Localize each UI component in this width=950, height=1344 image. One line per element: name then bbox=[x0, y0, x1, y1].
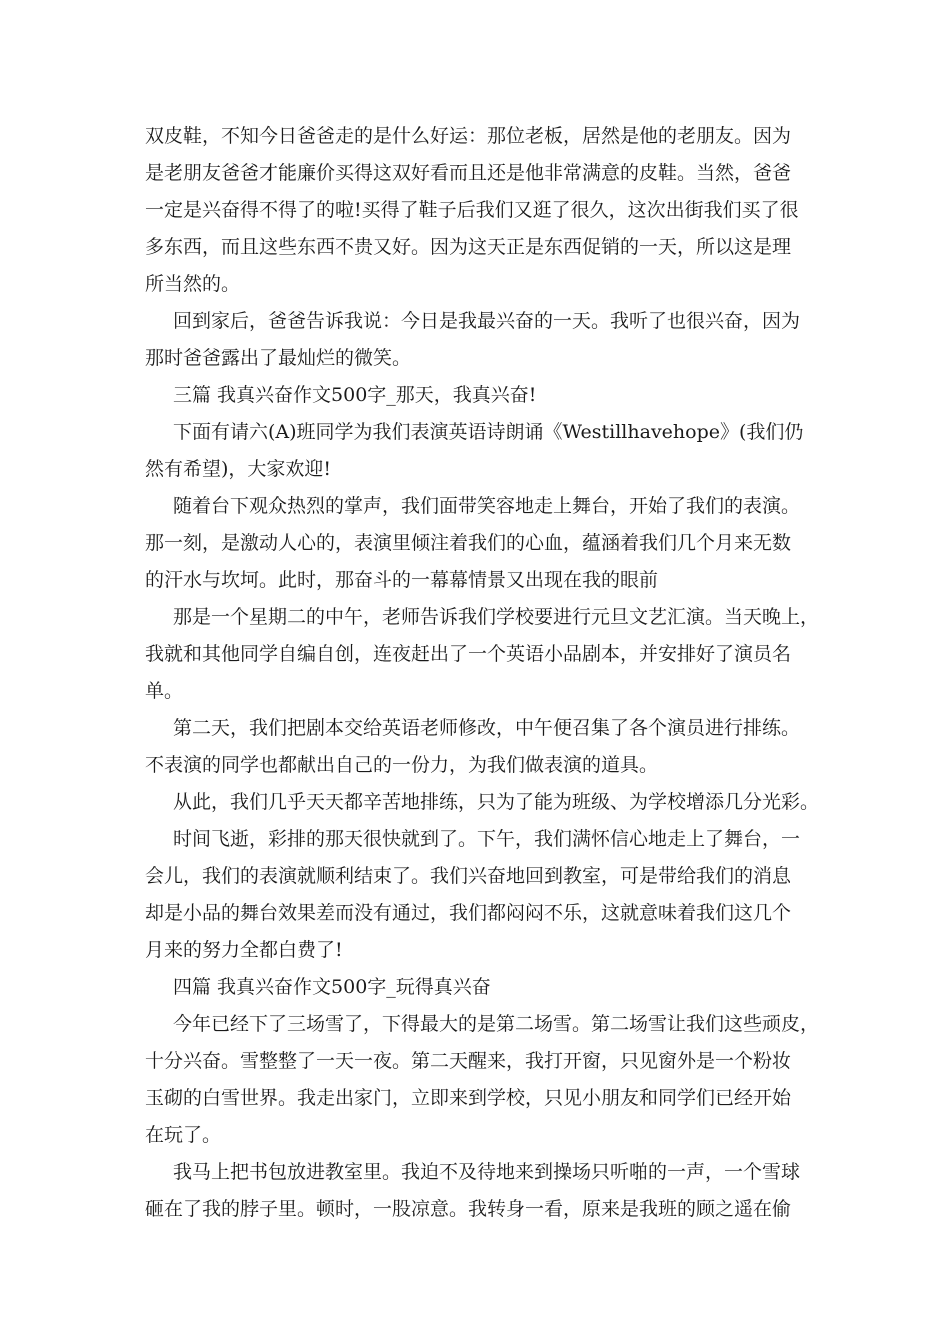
paragraph bbox=[145, 488, 825, 599]
paragraph bbox=[145, 1006, 825, 1154]
paragraph-line: 那一刻，是激动人心的，表演里倾注着我们的心血，蕴涵着我们几个月来无数 bbox=[145, 532, 792, 554]
paragraph-line: 第二天，我们把剧本交给英语老师修改，中午便召集了各个演员进行排练。 bbox=[173, 717, 801, 739]
paragraph-line: 不表演的同学也都献出自己的一份力，为我们做表演的道具。 bbox=[145, 754, 659, 776]
paragraph-line: 今年已经下了三场雪了，下得最大的是第二场雪。第二场雪让我们这些顽皮， bbox=[173, 1013, 820, 1035]
paragraph-line: 那时爸爸露出了最灿烂的微笑。 bbox=[145, 347, 412, 369]
paragraph bbox=[145, 414, 825, 488]
heading-text: 三篇 我真兴奋作文500字_那天，我真兴奋! bbox=[173, 384, 537, 406]
paragraph-line: 却是小品的舞台效果差而没有通过，我们都闷闷不乐，这就意味着我们这几个 bbox=[145, 902, 792, 924]
paragraph-line: 我就和其他同学自编自创，连夜赶出了一个英语小品剧本，并安排好了演员名 bbox=[145, 643, 792, 665]
paragraph-line: 在玩了。 bbox=[145, 1124, 222, 1146]
paragraph-line: 的汗水与坎坷。此时，那奋斗的一幕幕情景又出现在我的眼前 bbox=[145, 569, 659, 591]
paragraph-line: 玉砌的白雪世界。我走出家门，立即来到学校，只见小朋友和同学们已经开始 bbox=[145, 1087, 792, 1109]
paragraph-line: 随着台下观众热烈的掌声，我们面带笑容地走上舞台，开始了我们的表演。 bbox=[173, 495, 801, 517]
paragraph-line: 所当然的。 bbox=[145, 273, 241, 295]
paragraph-line: 是老朋友爸爸才能廉价买得这双好看而且还是他非常满意的皮鞋。当然，爸爸 bbox=[145, 162, 792, 184]
paragraph-line: 会儿，我们的表演就顺利结束了。我们兴奋地回到教室，可是带给我们的消息 bbox=[145, 865, 792, 887]
paragraph-line: 我马上把书包放进教室里。我迫不及待地来到操场只听啪的一声，一个雪球 bbox=[173, 1161, 801, 1183]
paragraph-line: 双皮鞋，不知今日爸爸走的是什么好运：那位老板，居然是他的老朋友。因为 bbox=[145, 125, 792, 147]
paragraph-line: 回到家后，爸爸告诉我说：今日是我最兴奋的一天。我听了也很兴奋，因为 bbox=[173, 310, 801, 332]
paragraph-line: 一定是兴奋得不得了的啦!买得了鞋子后我们又逛了很久，这次出街我们买了很 bbox=[145, 199, 799, 221]
section-heading bbox=[145, 969, 825, 1006]
paragraph bbox=[145, 599, 825, 710]
paragraph-line: 时间飞逝，彩排的那天很快就到了。下午，我们满怀信心地走上了舞台，一 bbox=[173, 828, 801, 850]
paragraph bbox=[145, 821, 825, 969]
paragraph-line: 从此，我们几乎天天都辛苦地排练，只为了能为班级、为学校增添几分光彩。 bbox=[173, 791, 820, 813]
document-body bbox=[145, 118, 825, 1228]
heading-text: 四篇 我真兴奋作文500字_玩得真兴奋 bbox=[173, 976, 491, 998]
paragraph bbox=[145, 784, 825, 821]
paragraph-line: 单。 bbox=[145, 680, 184, 702]
paragraph-line: 那是一个星期二的中午，老师告诉我们学校要进行元旦文艺汇演。当天晚上， bbox=[173, 606, 820, 628]
paragraph-line: 月来的努力全都白费了! bbox=[145, 939, 343, 961]
paragraph bbox=[145, 118, 825, 303]
paragraph-line: 多东西，而且这些东西不贵又好。因为这天正是东西促销的一天，所以这是理 bbox=[145, 236, 792, 258]
section-heading bbox=[145, 377, 825, 414]
paragraph-line: 下面有请六(A)班同学为我们表演英语诗朗诵《Westillhavehope》(我们仍 bbox=[173, 421, 804, 443]
paragraph bbox=[145, 710, 825, 784]
paragraph-line: 砸在了我的脖子里。顿时，一股凉意。我转身一看，原来是我班的顾之遥在偷 bbox=[145, 1198, 792, 1220]
paragraph bbox=[145, 1154, 825, 1228]
paragraph bbox=[145, 303, 825, 377]
paragraph-line: 十分兴奋。雪整整了一天一夜。第二天醒来，我打开窗，只见窗外是一个粉妆 bbox=[145, 1050, 792, 1072]
paragraph-line: 然有希望)，大家欢迎! bbox=[145, 458, 332, 480]
